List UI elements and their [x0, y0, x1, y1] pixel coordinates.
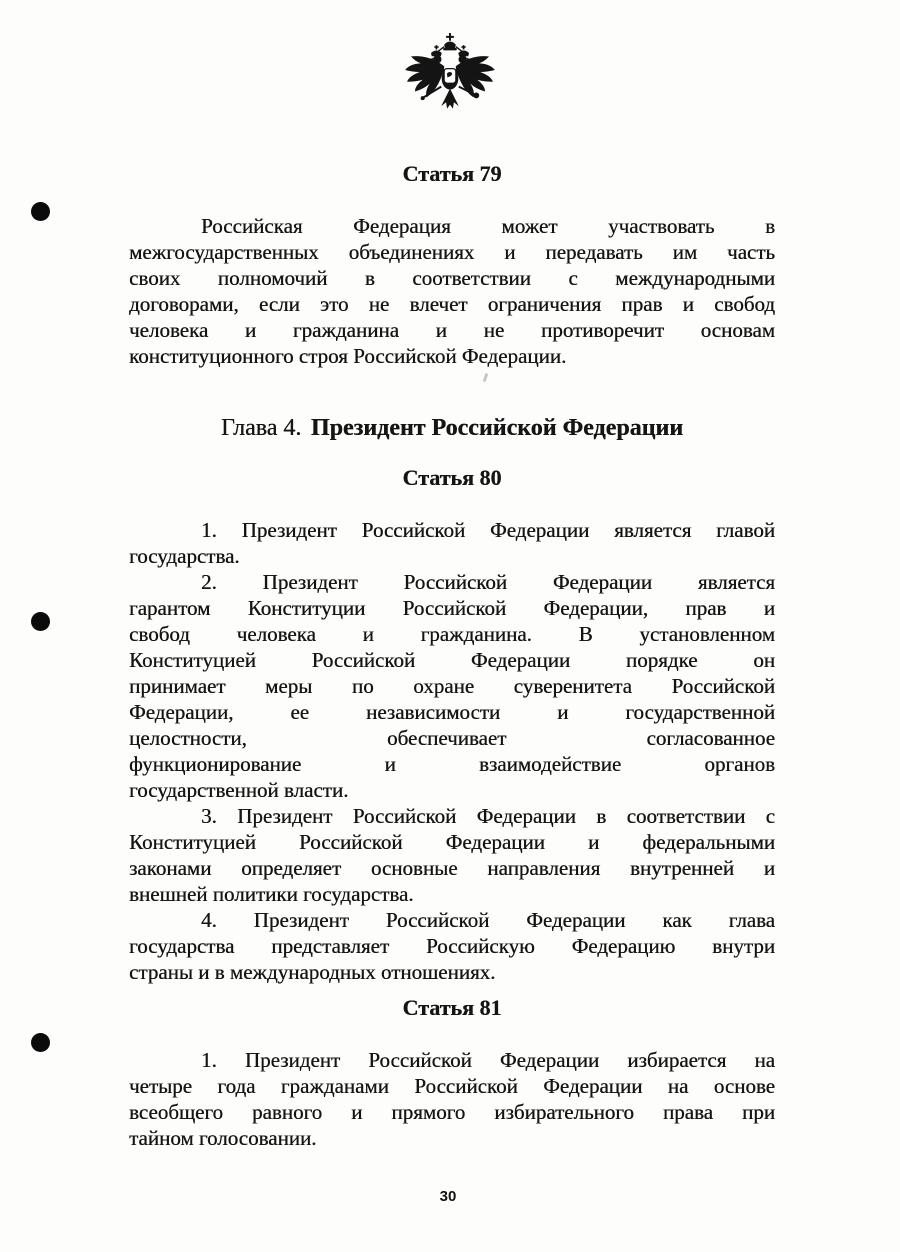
chapter-number: Глава 4.	[220, 415, 302, 441]
text-line: внешней политики государства.	[129, 882, 414, 906]
text-line: законами определяет основные направления внутренней и	[129, 856, 775, 880]
text-line: функционирование и взаимодействие органов	[129, 752, 775, 776]
text-line: 2. Президент Российской Федерации является	[201, 570, 775, 594]
text-line: 3. Президент Российской Федерации в соответствии с	[201, 804, 775, 828]
paragraph	[129, 1047, 775, 1151]
text-line: конституционного строя Российской Федерации.	[129, 344, 567, 368]
text-line: Федерации, ее независимости и государственной	[129, 700, 775, 724]
text-line: 1. Президент Российской Федерации является главой	[201, 518, 775, 542]
paragraph	[129, 213, 775, 369]
russia-coat-of-arms-icon	[401, 33, 499, 111]
text-line: 4. Президент Российской Федерации как глава	[201, 908, 775, 932]
text-line: своих полномочий в соответствии с международными	[129, 266, 775, 290]
text-line: целостности, обеспечивает согласованное	[129, 726, 775, 750]
emblem-container	[0, 0, 900, 111]
text-line: Конституцией Российской Федерации и федеральными	[129, 830, 775, 854]
text-line: Российская Федерация может участвовать в	[201, 214, 775, 238]
punch-hole-mark	[31, 1033, 50, 1052]
text-line: межгосударственных объединениях и передавать им часть	[129, 240, 775, 264]
text-line: договорами, если это не влечет ограничения прав и свобод	[129, 292, 775, 316]
text-line: четыре года гражданами Российской Федерации на основе	[129, 1074, 775, 1098]
text-line: Конституцией Российской Федерации порядке он	[129, 648, 775, 672]
text-line: всеобщего равного и прямого избирательного права при	[129, 1100, 775, 1124]
text-line: человека и гражданина и не противоречит основам	[129, 318, 775, 342]
text-line: принимает меры по охране суверенитета Российской	[129, 674, 775, 698]
punch-hole-mark	[31, 612, 50, 631]
text-line: свобод человека и гражданина. В установленном	[129, 622, 775, 646]
text-line: государственной власти.	[129, 778, 349, 802]
text-line: государства.	[129, 544, 240, 568]
text-line: государства представляет Российскую Федерацию внутри	[129, 934, 775, 958]
paragraph	[129, 803, 775, 907]
paragraph	[129, 907, 775, 985]
text-line: гарантом Конституции Российской Федерации, прав и	[129, 596, 775, 620]
page-number: 30	[439, 1188, 457, 1205]
text-line: страны и в международных отношениях.	[129, 960, 496, 984]
chapter-title: Президент Российской Федерации	[310, 415, 684, 441]
article-heading: Статья 81	[402, 995, 502, 1020]
chapter-heading	[129, 413, 775, 443]
paragraph	[129, 569, 775, 803]
article-heading: Статья 80	[402, 465, 502, 490]
article-heading: Статья 79	[402, 161, 502, 186]
paragraph	[129, 517, 775, 569]
text-line: тайном голосовании.	[129, 1126, 317, 1150]
document-body	[129, 161, 775, 1151]
text-line: 1. Президент Российской Федерации избирается на	[201, 1048, 775, 1072]
punch-hole-mark	[31, 202, 50, 221]
